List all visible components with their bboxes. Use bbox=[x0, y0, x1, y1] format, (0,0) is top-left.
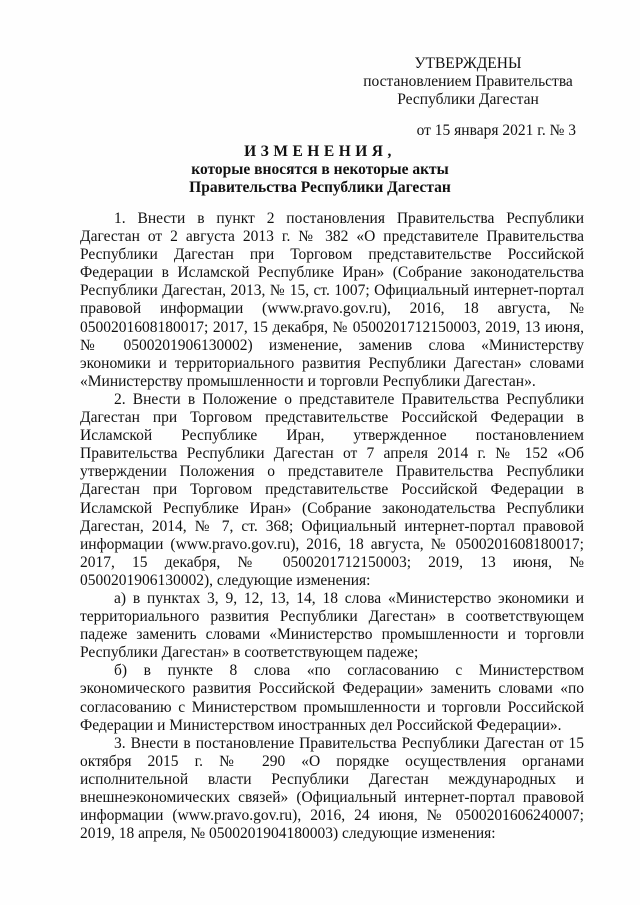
paragraph-1: 1. Внести в пункт 2 постановления Правительства Республики Дагестан от 2 августа 2013 г. № 382 «О представителе Правительства Республики Дагестан при Торговом представительстве Российской Федерации в Исламской Республике Иран» (Собрание законодательства Республики Дагестан, 2013, № 15, ст. 1007; Официальный интернет-портал правовой информации (www.pravo.gov.ru), 2016, 18 августа, № 0500201608180017; 2017, 15 декабря, № 0500201712150003, 2019, 13 июня, № 0500201906130002) изменение, заменив слова «Министерству экономики и территориального развития Республики Дагестан» словами «Министерству промышленности и торговли Республики Дагестан». bbox=[80, 210, 584, 390]
approval-region: Республики Дагестан bbox=[397, 91, 539, 108]
approval-stamp bbox=[340, 55, 596, 140]
paragraph-2: 2. Внести в Положение о представителе Правительства Республики Дагестан при Торговом представительстве Российской Федерации в Исламской Республике Иран, утвержденное постановлением Правительства Республики Дагестан от 7 апреля 2014 г. № 152 «Об утверждении Положения о представителе Правительства Республики Дагестан при Торговом представительстве Российской Федерации в Исламской Республике Иран» (Собрание законодательства Республики Дагестан, 2014, № 7, ст. 368; Официальный интернет-портал правовой информации (www.pravo.gov.ru), 2016, 18 августа, № 0500201608180017; 2017, 15 декабря, № 0500201712150003; 2019, 13 июня, № 0500201906130002), следующие изменения: bbox=[80, 390, 584, 589]
approval-authority: постановлением Правительства bbox=[363, 73, 573, 90]
document-subtitle-line2: Правительства Республики Дагестан bbox=[189, 179, 451, 196]
paragraph-3: 3. Внести в постановление Правительства Республики Дагестан от 15 октября 2015 г. № 290 «О порядке осуществления органами исполнительной власти Республики Дагестан международных и внешнеэкономических связей» (Официальный интернет-портал правовой информации (www.pravo.gov.ru), 2016, 24 июня, № 0500201606240007; 2019, 18 апреля, № 0500201904180003) следующие изменения: bbox=[80, 734, 584, 843]
document-title: ИЗМЕНЕНИЯ, bbox=[244, 143, 396, 160]
paragraph-2b: б) в пункте 8 слова «по согласованию с Министерством экономического развития Российской Федерации» заменить словами «по согласованию с Министерством промышленности и торговли Российской Федерации и Министерством иностранных дел Российской Федерации». bbox=[80, 662, 584, 734]
document-heading bbox=[0, 143, 640, 197]
approval-title: УТВЕРЖДЕНЫ bbox=[414, 55, 522, 72]
paragraph-2a: а) в пунктах 3, 9, 12, 13, 14, 18 слова «Министерство экономики и территориального развития Республики Дагестан» в соответствующем падеже заменить словами «Министерство промышленности и торговли Республики Дагестан» в соответствующем падеже; bbox=[80, 589, 584, 662]
document-body bbox=[80, 210, 584, 843]
approval-date: от 15 января 2021 г. № 3 bbox=[416, 122, 576, 139]
document-subtitle-line1: которые вносятся в некоторые акты bbox=[191, 161, 449, 178]
